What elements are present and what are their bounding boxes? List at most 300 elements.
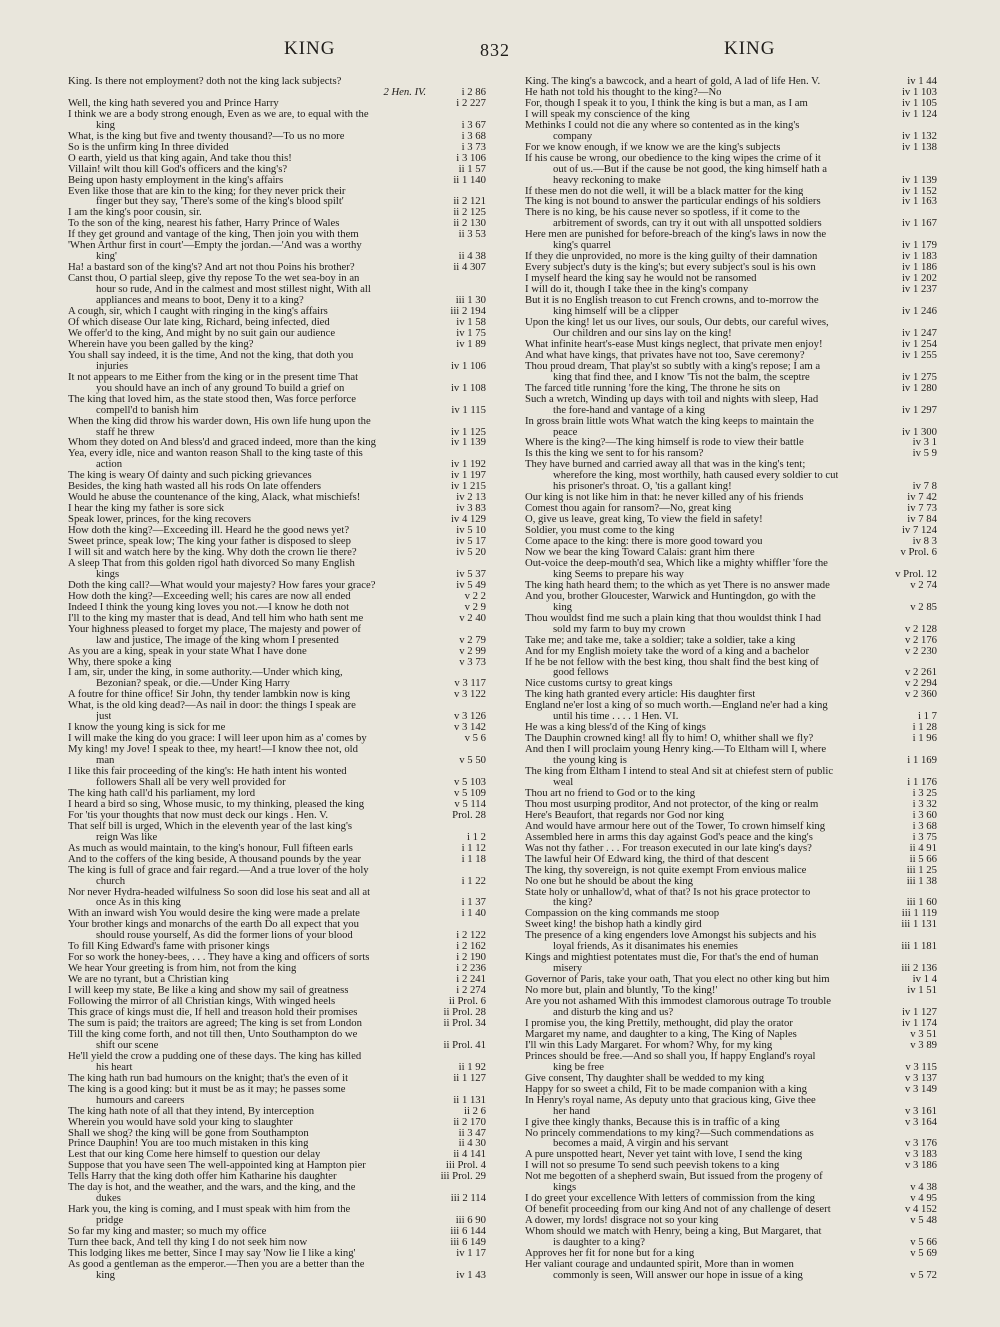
entry-line xyxy=(68,711,486,722)
line-reference: v 3 117 xyxy=(451,678,486,689)
quotation-text: Prince Dauphin! You are too much mistaken in this king xyxy=(68,1138,309,1150)
line-reference: iv 1 255 xyxy=(899,350,937,361)
line-reference: iv 1 215 xyxy=(448,481,486,492)
line-reference: iv 7 42 xyxy=(904,492,937,503)
quotation-text: Approves her fit for none but for a king xyxy=(525,1247,695,1259)
quotation-text: No princely commendations to my king?—Such commendations as xyxy=(525,1127,814,1139)
quotation-text: her hand xyxy=(553,1105,591,1117)
entry-line xyxy=(525,427,937,438)
entry-line xyxy=(525,876,937,887)
line-reference: iv 1 17 xyxy=(453,1248,486,1259)
line-reference: v 4 152 xyxy=(902,1204,937,1215)
entry-line xyxy=(68,383,486,394)
quotation-text: Her valiant courage and undaunted spirit, More than in women xyxy=(525,1258,794,1270)
entry-line xyxy=(525,459,937,470)
quotation-text: king xyxy=(96,1269,116,1281)
line-reference: v 3 122 xyxy=(451,689,486,700)
entry-line xyxy=(525,514,937,525)
line-reference: i 3 32 xyxy=(910,799,937,810)
line-reference: v 5 103 xyxy=(451,777,486,788)
line-reference: ii 2 121 xyxy=(450,196,486,207)
line-reference: iv 5 9 xyxy=(910,448,937,459)
line-reference: v 2 176 xyxy=(902,635,937,646)
entry-line xyxy=(525,186,937,197)
quotation-text: In gross brain little wots What watch the king keeps to maintain the xyxy=(525,415,814,427)
entry-line xyxy=(525,492,937,503)
quotation-text: Even like those that are kin to the king; for they never prick their xyxy=(68,185,346,197)
running-head-right: KING xyxy=(724,38,776,59)
quotation-text: Your highness pleased to forget my place, The majesty and power of xyxy=(68,623,361,635)
line-reference: v 2 40 xyxy=(456,613,486,624)
line-reference: v Prol. 12 xyxy=(892,569,937,580)
entry-line xyxy=(68,1171,486,1182)
quotation-text: the fore-hand and vantage of a king xyxy=(553,404,705,416)
entry-line xyxy=(525,361,937,372)
quotation-text: Comest thou again for ransom?—No, great king xyxy=(525,503,732,515)
quotation-text: Thou most usurping proditor, And not protector, of the king or realm xyxy=(525,798,819,810)
entry-line xyxy=(525,591,937,602)
quotation-text: Lest that our king Come here himself to question our delay xyxy=(68,1149,321,1161)
line-reference: iv 1 125 xyxy=(448,427,486,438)
entry-line xyxy=(68,514,486,525)
quotation-text: Of benefit proceeding from our king And not of any challenge of desert xyxy=(525,1204,831,1216)
entry-line xyxy=(68,207,486,218)
quotation-text: commonly is seen, Will answer our hope in issue of a king xyxy=(553,1269,803,1281)
entry-line xyxy=(68,153,486,164)
line-reference: i 2 274 xyxy=(453,985,486,996)
line-reference: i 2 241 xyxy=(453,974,486,985)
line-reference: iii 1 181 xyxy=(898,941,937,952)
quotation-text: The king hath heard them; to the which as yet There is no answer made xyxy=(525,579,830,591)
quotation-text: Ha! a bastard son of the king's? And art not thou Poins his brother? xyxy=(68,262,355,274)
quotation-text: man xyxy=(96,755,115,767)
line-reference: i 1 40 xyxy=(459,908,486,919)
line-reference: iv 1 105 xyxy=(899,98,937,109)
entry-line xyxy=(68,448,486,459)
line-reference: iv 5 49 xyxy=(453,580,486,591)
line-reference: v 3 142 xyxy=(451,722,486,733)
line-reference: iv 1 254 xyxy=(899,339,937,350)
quotation-text: A foutre for thine office! Sir John, thy tender lambkin now is king xyxy=(68,689,351,701)
line-reference: iv 5 17 xyxy=(453,536,486,547)
quotation-text: The Dauphin crowned king! all fly to him! O, whither shall we fly? xyxy=(525,733,814,745)
entry-line xyxy=(525,854,937,865)
entry-line xyxy=(68,930,486,941)
line-reference: iv 1 275 xyxy=(899,372,937,383)
quotation-text: king Seems to prepare his way xyxy=(553,568,684,580)
quotation-text: You shall say indeed, it is the time, And not the king, that doth you xyxy=(68,349,354,361)
line-reference: iv 1 58 xyxy=(453,317,486,328)
line-reference: i 1 28 xyxy=(910,722,937,733)
quotation-text: I think we are a body strong enough, Even as we are, to equal with the xyxy=(68,108,369,120)
line-reference: iv 7 124 xyxy=(899,525,937,536)
entry-line xyxy=(68,941,486,952)
line-reference: v 2 261 xyxy=(902,667,937,678)
entry-line xyxy=(68,76,486,87)
quotation-text: Here men are punished for before-breach of the king's laws in now the xyxy=(525,229,827,241)
line-reference: ii 2 130 xyxy=(450,218,486,229)
line-reference: v 2 230 xyxy=(902,646,937,657)
quotation-text: Whom should we match with Henry, being a king, But Margaret, that xyxy=(525,1226,822,1238)
entry-line xyxy=(525,667,937,678)
entry-line xyxy=(525,777,937,788)
quotation-text: Tells Harry that the king doth offer him Katharine his daughter xyxy=(68,1171,337,1183)
entry-line xyxy=(68,810,486,821)
quotation-text: As much as would maintain, to the king's honour, Full fifteen earls xyxy=(68,842,353,854)
line-reference: Prol. 28 xyxy=(449,810,486,821)
line-reference: iv 1 139 xyxy=(448,437,486,448)
entry-line xyxy=(525,1204,937,1215)
line-reference: i 3 67 xyxy=(459,120,486,131)
quotation-text: We offer'd to the king, And might by no suit gain our audience xyxy=(68,327,336,339)
entry-line xyxy=(68,481,486,492)
entry-line xyxy=(525,919,937,930)
quotation-text: The king is full of grace and fair regard.—And a true lover of the holy xyxy=(68,864,369,876)
quotation-text: No more but, plain and bluntly, 'To the king!' xyxy=(525,985,718,997)
quotation-text: Are you not ashamed With this immodest clamorous outrage To trouble xyxy=(525,996,831,1008)
entry-line xyxy=(68,470,486,481)
quotation-text: is daughter to a king? xyxy=(553,1237,646,1248)
line-reference: i 1 12 xyxy=(459,843,486,854)
entry-line xyxy=(68,1182,486,1193)
quotation-text: But it is no English treason to cut French crowns, and to-morrow the xyxy=(525,295,819,307)
entry-line xyxy=(68,492,486,503)
quotation-text: To fill King Edward's fame with prisoner kings xyxy=(68,941,270,953)
line-reference: v 2 99 xyxy=(456,646,486,657)
entry-line xyxy=(525,941,937,952)
line-reference: v 5 109 xyxy=(451,788,486,799)
entry-line xyxy=(525,1018,937,1029)
entry-line xyxy=(525,602,937,613)
entry-line xyxy=(525,1149,937,1160)
line-reference: v 5 72 xyxy=(907,1270,937,1281)
quotation-text: you should have an inch of any ground To build a grief on xyxy=(96,382,345,394)
entry-line xyxy=(525,218,937,229)
quotation-text: I will speak my conscience of the king xyxy=(525,108,690,120)
entry-line xyxy=(525,1084,937,1095)
quotation-text: Yea, every idle, nice and wanton reason Shall to the king taste of this xyxy=(68,448,363,460)
entry-line xyxy=(68,963,486,974)
quotation-text: A pure unspotted heart, Never yet taint with love, I send the king xyxy=(525,1149,803,1161)
quotation-text: I'll win this Lady Margaret. For whom? Why, for my king xyxy=(525,1039,773,1051)
line-reference: iv 8 3 xyxy=(910,536,937,547)
quotation-text: For so work the honey-bees, . . . They have a king and officers of sorts xyxy=(68,952,370,964)
entry-line xyxy=(68,437,486,448)
quotation-text: State holy or unhallow'd, what of that? Is not his grace protector to xyxy=(525,886,811,898)
page-number: 832 xyxy=(480,40,510,60)
quotation-text: I am, sir, under the king, in some authority.—Under which king, xyxy=(68,667,343,679)
line-reference: i 2 86 xyxy=(459,87,486,98)
line-reference: ii 4 307 xyxy=(450,262,486,273)
line-reference: iv 1 237 xyxy=(899,284,937,295)
entry-line xyxy=(525,963,937,974)
quotation-text: Villain! wilt thou kill God's officers and the king's? xyxy=(68,163,288,175)
line-reference: iv 7 73 xyxy=(904,503,937,514)
entry-line xyxy=(68,678,486,689)
quotation-text: We hear Your greeting is from him, not from the king xyxy=(68,963,297,975)
line-reference: v 4 95 xyxy=(907,1193,937,1204)
entry-line xyxy=(525,908,937,919)
entry-line xyxy=(68,1248,486,1259)
quotation-text: And then I will proclaim young Henry king.—To Eltham will I, where xyxy=(525,744,827,756)
entry-line xyxy=(68,372,486,383)
line-reference: iii 6 149 xyxy=(447,1237,486,1248)
entry-line xyxy=(68,361,486,372)
line-reference: v 4 38 xyxy=(907,1182,937,1193)
entry-line xyxy=(68,306,486,317)
quotation-text: I do greet your excellence With letters of commission from the king xyxy=(525,1193,815,1205)
entry-line xyxy=(525,974,937,985)
line-reference: i 3 68 xyxy=(910,821,937,832)
quotation-text: pridge xyxy=(96,1215,124,1227)
running-head-left: KING xyxy=(284,38,336,59)
line-reference: iii 1 119 xyxy=(899,908,937,919)
entry-line xyxy=(68,218,486,229)
quotation-text: Where is the king?—The king himself is rode to view their battle xyxy=(525,437,804,449)
line-reference: v 3 176 xyxy=(902,1138,937,1149)
quotation-text: once As in this king xyxy=(96,897,181,909)
entry-line xyxy=(525,1270,937,1281)
line-reference: ii 4 141 xyxy=(450,1149,486,1160)
line-reference: iv 1 300 xyxy=(899,427,937,438)
quotation-text: Besides, the king hath wasted all his rods On late offenders xyxy=(68,481,321,493)
quotation-text: He hath not told his thought to the king?—No xyxy=(525,86,722,98)
line-reference: ii 4 38 xyxy=(456,251,486,262)
entry-line xyxy=(525,821,937,832)
quotation-text: I'll to the king my master that is dead, And tell him who hath sent me xyxy=(68,612,364,624)
quotation-text: Take me; and take me, take a soldier; take a soldier, take a king xyxy=(525,634,796,646)
entry-line xyxy=(525,251,937,262)
line-reference: iv 1 197 xyxy=(448,470,486,481)
entry-line xyxy=(525,1226,937,1237)
entry-line xyxy=(68,120,486,131)
entry-line xyxy=(525,1073,937,1084)
quotation-text: Nice customs curtsy to great kings xyxy=(525,678,673,690)
entry-line xyxy=(68,1018,486,1029)
entry-line xyxy=(525,76,937,87)
line-reference: iv 1 192 xyxy=(448,459,486,470)
quotation-text: compell'd to banish him xyxy=(96,404,199,416)
line-reference: v 5 50 xyxy=(456,755,486,766)
entry-line xyxy=(68,186,486,197)
entry-line xyxy=(68,558,486,569)
entry-line xyxy=(68,525,486,536)
quotation-text: Happy for so sweet a child, Fit to be made companion with a king xyxy=(525,1083,807,1095)
line-reference: ii 5 66 xyxy=(907,854,937,865)
entry-line xyxy=(68,175,486,186)
line-reference: ii Prol. 41 xyxy=(441,1040,486,1051)
line-reference: iv 1 183 xyxy=(899,251,937,262)
entry-line xyxy=(525,109,937,120)
entry-line xyxy=(525,437,937,448)
entry-line xyxy=(68,919,486,930)
line-reference: iv 1 138 xyxy=(899,142,937,153)
line-reference: i 1 18 xyxy=(459,854,486,865)
entry-line xyxy=(525,985,937,996)
entry-line xyxy=(68,755,486,766)
entry-line xyxy=(525,229,937,240)
quotation-text: How doth the king?—Exceeding well; his cares are now all ended xyxy=(68,590,351,602)
quotation-text: 2 Hen. IV. xyxy=(383,86,426,98)
quotation-text: The king from Eltham I intend to steal And sit at chiefest stern of public xyxy=(525,766,834,777)
line-reference: ii 4 30 xyxy=(456,1138,486,1149)
line-reference: iv 1 44 xyxy=(904,76,937,87)
quotation-text: I will not so presume To send such peevish tokens to a king xyxy=(525,1160,780,1172)
entry-line xyxy=(525,372,937,383)
line-reference: iv 1 202 xyxy=(899,273,937,284)
line-reference: iv 4 129 xyxy=(448,514,486,525)
entry-line xyxy=(525,1040,937,1051)
entry-line xyxy=(525,328,937,339)
quotation-text: What, is the king but five and twenty thousand?—To us no more xyxy=(68,130,345,142)
line-reference: ii 2 170 xyxy=(450,1117,486,1128)
quotation-text: reign Was like xyxy=(96,831,158,843)
entry-line xyxy=(68,876,486,887)
quotation-text: Compassion on the king commands me stoop xyxy=(525,908,720,920)
entry-line xyxy=(68,328,486,339)
entry-line xyxy=(525,1128,937,1139)
entry-line xyxy=(525,635,937,646)
quotation-text: should rouse yourself, As did the former lions of your blood xyxy=(96,930,353,942)
quotation-text: wherefore the king, most worthily, hath caused every soldier to cut xyxy=(553,470,839,482)
entry-line xyxy=(68,405,486,416)
entry-line xyxy=(68,1193,486,1204)
entry-line xyxy=(525,470,937,481)
quotation-text: Thou wouldst find me such a plain king that thou wouldst think I had xyxy=(525,612,821,624)
quotation-text: king xyxy=(553,601,573,613)
quotation-text: A cough, sir, which I caught with ringing in the king's affairs xyxy=(68,306,328,317)
entry-line xyxy=(525,448,937,459)
quotation-text: In Henry's royal name, As deputy unto that gracious king, Give thee xyxy=(525,1094,816,1106)
quotation-text: just xyxy=(96,711,112,723)
line-reference: iv 7 8 xyxy=(910,481,937,492)
line-reference: iv 1 179 xyxy=(899,240,937,251)
quotation-text: I will sit and watch here by the king. Why doth the crown lie there? xyxy=(68,546,357,558)
quotation-text: I am the king's poor cousin, sir. xyxy=(68,207,202,219)
quotation-text: Is this the king we sent to for his ransom? xyxy=(525,448,704,460)
quotation-text: The lawful heir Of Edward king, the third of that descent xyxy=(525,853,769,865)
line-reference: v 2 128 xyxy=(902,624,937,635)
entry-line xyxy=(525,766,937,777)
quotation-text: Out-voice the deep-mouth'd sea, Which like a mighty whiffler 'fore the xyxy=(525,557,828,569)
line-reference: iv 5 20 xyxy=(453,547,486,558)
quotation-text: I will do it, though I take thee in the king's company xyxy=(525,284,749,296)
entry-line xyxy=(68,317,486,328)
quotation-text: appliances and means to boot, Deny it to a king? xyxy=(96,295,304,307)
entry-line xyxy=(525,98,937,109)
quotation-text: king xyxy=(96,119,116,131)
entry-line xyxy=(68,1040,486,1051)
quotation-text: The king, thy sovereign, is not quite exempt From envious malice xyxy=(525,864,807,876)
quotation-text: Come apace to the king: there is more good toward you xyxy=(525,536,763,547)
line-reference: v 3 126 xyxy=(451,711,486,722)
entry-line xyxy=(68,1259,486,1270)
entry-line xyxy=(68,602,486,613)
quotation-text: humours and careers xyxy=(96,1094,185,1106)
quotation-text: And what have kings, that privates have not too, Save ceremony? xyxy=(525,349,805,361)
line-reference: iv 5 37 xyxy=(453,569,486,580)
entry-line xyxy=(68,722,486,733)
quotation-text: This lodging likes me better, Since I may say 'Now lie I like a king' xyxy=(68,1247,356,1259)
entry-line xyxy=(68,547,486,558)
entry-line xyxy=(68,788,486,799)
line-reference: iii 1 25 xyxy=(904,865,937,876)
quotation-text: weal xyxy=(553,777,574,788)
entry-line xyxy=(525,306,937,317)
entry-line xyxy=(68,1128,486,1139)
entry-line xyxy=(68,854,486,865)
entry-line xyxy=(525,1259,937,1270)
quotation-text: If he be not fellow with the best king, thou shalt find the best king of xyxy=(525,656,819,668)
quotation-text: Bezonian? speak, or die.—Under King Harry xyxy=(96,678,290,690)
quotation-text: Of which disease Our late king, Richard, being infected, died xyxy=(68,316,330,328)
entry-line xyxy=(68,196,486,207)
quotation-text: O earth, yield us that king again, And take thou this! xyxy=(68,152,292,164)
entry-line xyxy=(68,591,486,602)
entry-line xyxy=(68,142,486,153)
quotation-text: I like this fair proceeding of the king's: He hath intent his wonted xyxy=(68,766,347,777)
quotation-text: staff he threw xyxy=(96,426,155,438)
line-reference: iv 1 89 xyxy=(453,339,486,350)
entry-line xyxy=(525,865,937,876)
line-reference: iv 1 163 xyxy=(899,196,937,207)
quotation-text: My king! my Jove! I speak to thee, my heart!—I know thee not, old xyxy=(68,744,358,756)
quotation-text: O, give us leave, great king, To view the field in safety! xyxy=(525,514,763,526)
line-reference: v 3 89 xyxy=(907,1040,937,1051)
quotation-text: I know the young king is sick for me xyxy=(68,722,226,734)
quotation-text: Sweet king! the bishop hath a kindly gird xyxy=(525,919,702,931)
quotation-text: The king hath call'd his parliament, my lord xyxy=(68,787,256,799)
line-reference: iv 1 246 xyxy=(899,306,937,317)
quotation-text: The day is hot, and the weather, and the wars, and the king, and the xyxy=(68,1182,356,1194)
entry-line xyxy=(68,295,486,306)
entry-line xyxy=(68,273,486,284)
quotation-text: Till the king come forth, and not till then, Unto Southampton do we xyxy=(68,1028,358,1040)
quotation-text: Princes should be free.—And so shall you, If happy England's royal xyxy=(525,1050,816,1062)
quotation-text: As good a gentleman as the emperor.—Then you are a better than the xyxy=(68,1258,365,1270)
entry-line xyxy=(525,262,937,273)
quotation-text: followers Shall all be very well provided for xyxy=(96,777,286,788)
entry-line xyxy=(525,657,937,668)
line-reference: v 2 79 xyxy=(456,635,486,646)
entry-line xyxy=(68,98,486,109)
quotation-text: king himself will be a clipper xyxy=(553,306,679,317)
quotation-text: Being upon hasty employment in the king's affairs xyxy=(68,174,284,186)
line-reference: v 3 183 xyxy=(902,1149,937,1160)
line-reference: iii Prol. 29 xyxy=(438,1171,486,1182)
line-reference: v 5 114 xyxy=(451,799,486,810)
entry-line xyxy=(525,799,937,810)
entry-line xyxy=(68,580,486,591)
line-reference: iv 1 103 xyxy=(899,87,937,98)
quotation-text: Whom they doted on And bless'd and graced indeed, more than the king xyxy=(68,437,376,449)
line-reference: i 2 122 xyxy=(453,930,486,941)
entry-line xyxy=(68,1073,486,1084)
entry-line xyxy=(525,755,937,766)
entry-line xyxy=(68,87,486,98)
line-reference: iv 1 43 xyxy=(453,1270,486,1281)
quotation-text: Your brother kings and monarchs of the earth Do all expect that you xyxy=(68,919,359,931)
entry-line xyxy=(525,536,937,547)
entry-line xyxy=(525,295,937,306)
entry-line xyxy=(525,240,937,251)
quotation-text: Following the mirror of all Christian kings, With winged heels xyxy=(68,996,336,1008)
entry-line xyxy=(525,481,937,492)
entry-line xyxy=(525,711,937,722)
line-reference: iii Prol. 4 xyxy=(443,1160,486,1171)
line-reference: ii 4 91 xyxy=(907,843,937,854)
entry-line xyxy=(68,1204,486,1215)
